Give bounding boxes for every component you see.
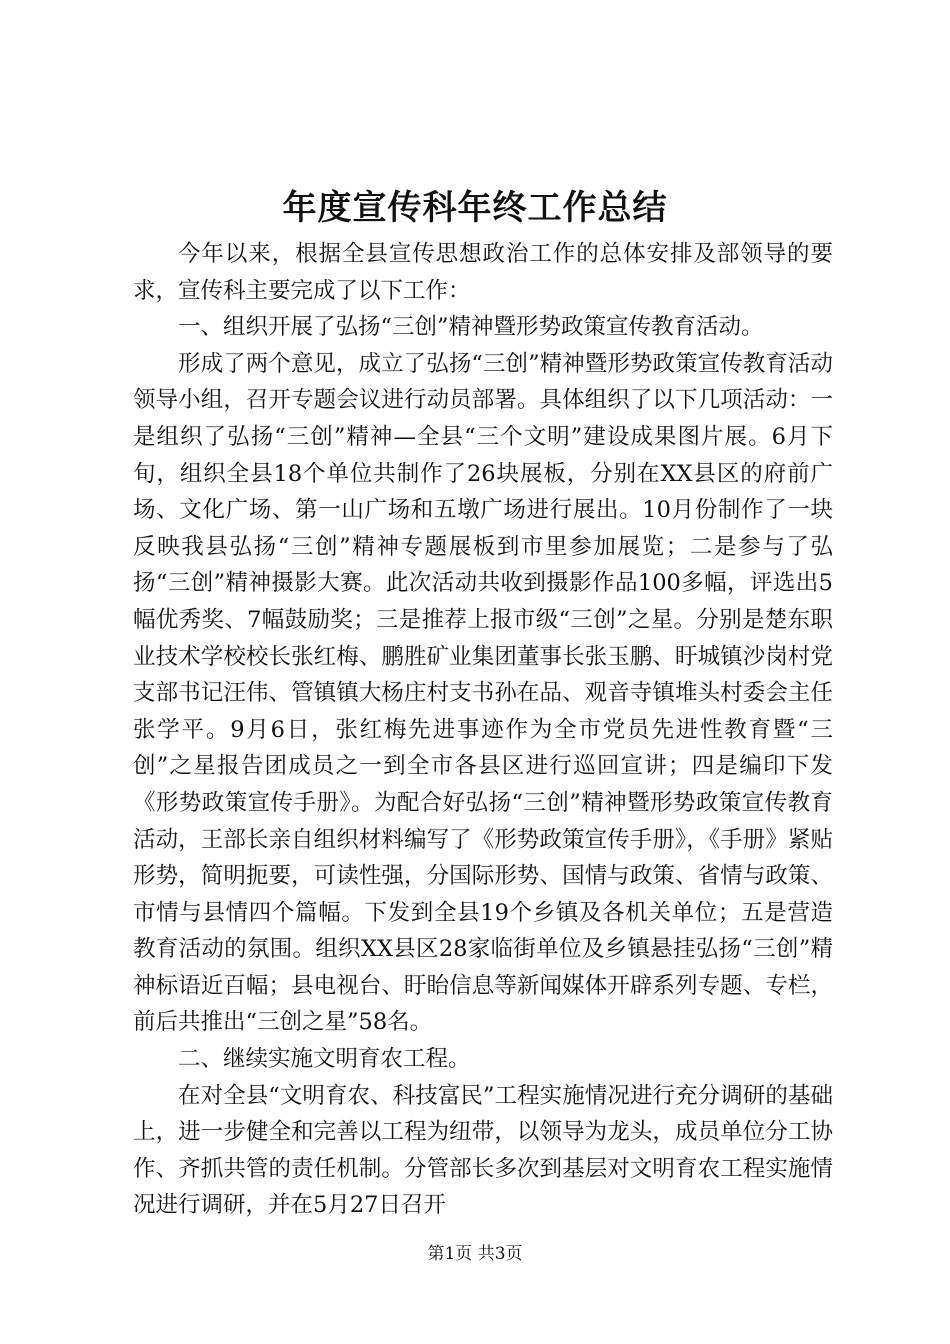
- document-body: [133, 236, 833, 1224]
- section-heading-2: 二、继续实施文明育农工程。: [178, 1046, 471, 1073]
- section-body-1: 形成了两个意见，成立了弘扬“三创”精神暨形势政策宣传教育活动领导小组，召开专题会议进行动员部署。具体组织了以下几项活动：一是组织了弘扬“三创”精神—全县“三个文明”建设成果图片展。6月下旬，组织全县18个单位共制作了26块展板，分别在XX县区的府前广场、文化广场、第一山广场和五墩广场进行展出。10月份制作了一块反映我县弘扬“三创”精神专题展板到市里参加展览；二是参与了弘扬“三创”精神摄影大赛。此次活动共收到摄影作品100多幅，评选出5幅优秀奖、7幅鼓励奖；三是推荐上报市级“三创”之星。分别是楚东职业技术学校校长张红梅、鹏胜矿业集团董事长张玉鹏、盱城镇沙岗村党支部书记汪伟、管镇镇大杨庄村支书孙在品、观音寺镇堆头村委会主任张学平。9月6日，张红梅先进事迹作为全市党员先进性教育暨“三创”之星报告团成员之一到全市各县区进行巡回宣讲；四是编印下发《形势政策宣传手册》。为配合好弘扬“三创”精神暨形势政策宣传教育活动，王部长亲自组织材料编写了《形势政策宣传手册》，《手册》紧贴形势，简明扼要，可读性强，分国际形势、国情与政策、省情与政策、市情与县情四个篇幅。下发到全县19个乡镇及各机关单位；五是营造教育活动的氛围。组织XX县区28家临街单位及乡镇悬挂弘扬“三创”精神标语近百幅；县电视台、盱眙信息等新闻媒体开辟系列专题、专栏，前后共推出“三创之星”58名。: [133, 350, 833, 1036]
- page-footer: 第1页 共3页: [427, 1244, 523, 1264]
- document-title: 年度宣传科年终工作总结: [282, 188, 668, 228]
- section-body-2: 在对全县“文明育农、科技富民”工程实施情况进行充分调研的基础上，进一步健全和完善以工程为纽带，以领导为龙头，成员单位分工协作、齐抓共管的责任机制。分管部长多次到基层对文明育农工程实施情况进行调研，并在5月27日召开: [133, 1082, 833, 1219]
- intro-paragraph: 今年以来，根据全县宣传思想政治工作的总体安排及部领导的要求，宣传科主要完成了以下工作：: [133, 241, 833, 304]
- section-heading-1: 一、组织开展了弘扬“三创”精神暨形势政策宣传教育活动。: [178, 314, 764, 341]
